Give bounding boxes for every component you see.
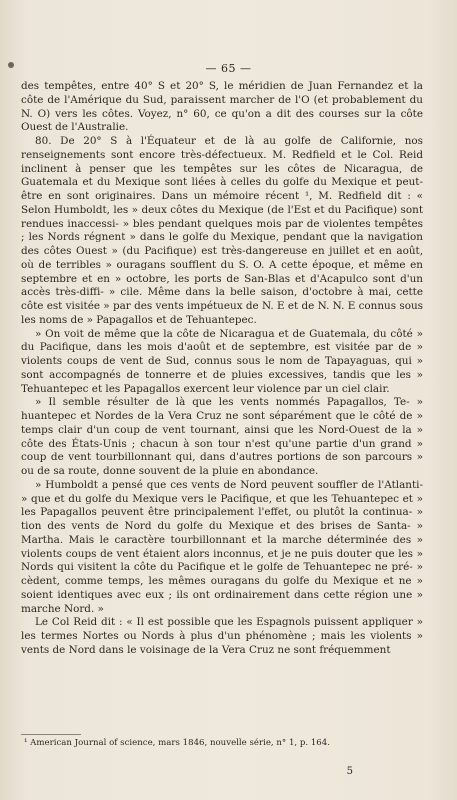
body-text bbox=[21, 80, 423, 658]
paragraph: 80. De 20° S à l'Équateur et de là au golfe de Californie, nos renseignements sont encore très-défectueux. M. Redfield et le Col. Reid inclinent à penser que les tempêtes sur les côtes de Nicaragua, de Guatemala et du Mexique sont liées à celles du golfe du Mexique et peut-être en sont originaires. Dans un mémoire récent ¹, M. Redfield dit : « Selon Humboldt, les » deux côtes du Mexique (de l'Est et du Pacifique) sont rendues inaccessi- » bles pendant quelques mois par de violentes tempêtes ; les Nords régnent » dans le golfe du Mexique, pendant que la navigation des côtes Ouest » (du Pacifique) est très-dangereuse en juillet et en août, où de terribles » ouragans soufflent du S. O. A cette époque, et même en septembre et en » octobre, les ports de San-Blas et d'Acapulco sont d'un accès très-diffi- » cile. Même dans la belle saison, d'octobre à mai, cette côte est visitée » par des vents impétueux de N. E et de N. N. E connus sous les noms de » Papagallos et de Tehuantepec. bbox=[21, 135, 423, 326]
paragraph: » Humboldt a pensé que ces vents de Nord peuvent souffler de l'Atlanti- » que et du golfe du Mexique vers le Pacifique, et que les Tehuantepec et » les Papagallos peuvent être principalement l'effet, ou plutôt la continua- » tion des vents de Nord du golfe du Mexique et des brises de Santa- » Martha. Mais le caractère tourbillonnant et la marche déterminée des » violents coups de vent étaient alors inconnus, et je ne puis douter que les » Nords qui visitent la côte du Pacifique et le golfe de Tehuantepec ne pré- » cèdent, comme temps, les mêmes ouragans du golfe du Mexique et ne » soient identiques avec eux ; ils ont ordinairement dans cette région une » marche Nord. » bbox=[21, 478, 423, 615]
paragraph: Le Col Reid dit : « Il est possible que les Espagnols puissent appliquer » les termes Nortes ou Nords à plus d'un phénomène ; mais les violents » vents de Nord dans le voisinage de la Vera Cruz ne sont fréquemment bbox=[21, 616, 423, 656]
paragraph: » On voit de même que la côte de Nicaragua et de Guatemala, du côté » du Pacifique, dans les mois d'août et de septembre, est visitée par de » violents coups de vent de Sud, connus sous le nom de Tapayaguas, qui » sont accompagnés de tonnerre et de pluies excessives, tandis que les » Tehuantepec et les Papagallos exercent leur violence par un ciel clair. bbox=[21, 327, 423, 395]
paragraph: » Il semble résulter de là que les vents nommés Papagallos, Te- » huantepec et Nordes de la Vera Cruz ne sont séparément que le côté de » temps clair d'un coup de vent tournant, ainsi que les Nord-Ouest de la » côte des États-Unis ; chacun à son tour n'est qu'une partie d'un grand » coup de vent tourbillonnant qui, dans d'autres portions de son parcours » ou de sa route, donne souvent de la pluie en abondance. bbox=[21, 396, 423, 477]
paragraph: des tempêtes, entre 40° S et 20° S, le méridien de Juan Fernandez et la côte de l'Amérique du Sud, paraissent marcher de l'O (et probablement du N. O) vers les côtes. Voyez, n° 60, ce qu'on a dit des courses sur la côte Ouest de l'Australie. bbox=[21, 80, 423, 134]
page-number: — 65 — bbox=[205, 62, 252, 75]
footnote-rule bbox=[21, 734, 81, 735]
footnote: ¹ American Journal of science, mars 1846, nouvelle série, n° 1, p. 164. bbox=[24, 738, 330, 748]
signature-mark: 5 bbox=[346, 766, 353, 777]
